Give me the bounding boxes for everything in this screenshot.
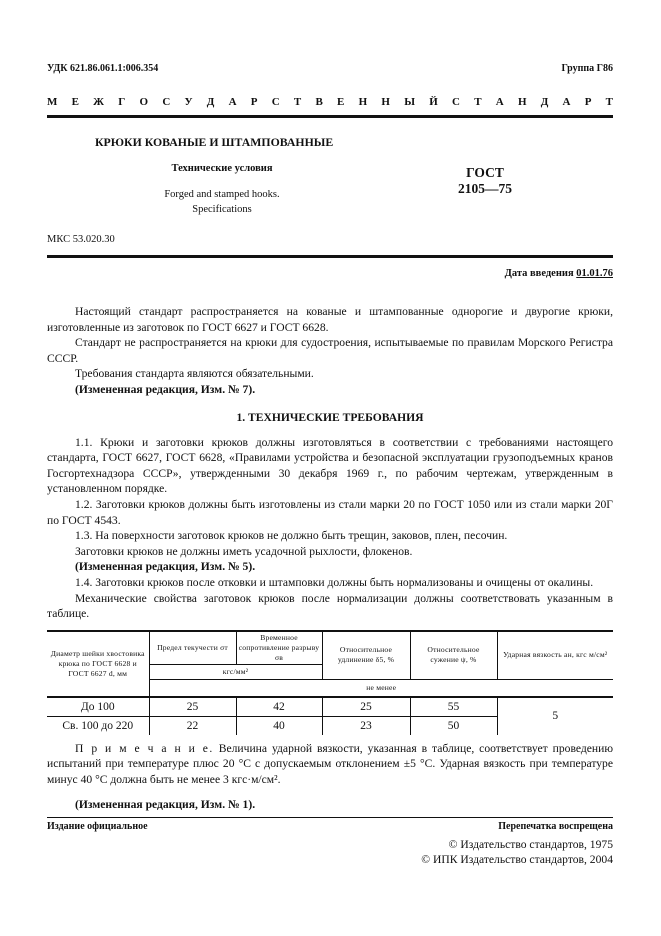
cell-elongation: 25 bbox=[322, 697, 410, 717]
cell-diameter: До 100 bbox=[47, 697, 149, 717]
cell-tensile: 40 bbox=[236, 716, 322, 735]
cell-tensile: 42 bbox=[236, 697, 322, 717]
cell-reduction: 55 bbox=[410, 697, 497, 717]
cell-yield: 25 bbox=[149, 697, 236, 717]
amendment-note: (Измененная редакция, Изм. № 5). bbox=[75, 560, 256, 574]
english-title-1: Forged and stamped hooks. bbox=[164, 189, 280, 200]
date-value: 01.01.76 bbox=[576, 268, 613, 279]
document-title: КРЮКИ КОВАНЫЕ И ШТАМПОВАННЫЕ bbox=[95, 135, 334, 149]
cell-diameter: Св. 100 до 220 bbox=[47, 716, 149, 735]
footer-row bbox=[47, 820, 613, 833]
unit-label: кгс/мм² bbox=[149, 664, 322, 679]
intro-paragraph: Настоящий стандарт распространяется на кованые и штампованные однорогие и двурогие крюки, изготовленные из заготовок по ГОСТ 6627 и ГОСТ 6628. bbox=[47, 305, 613, 334]
header-impact: Ударная вязкость aн, кгс м/см² bbox=[497, 631, 613, 680]
header-elongation: Относительное удлинение δ5, % bbox=[322, 631, 410, 680]
mks-code: МКС 53.020.30 bbox=[47, 234, 115, 245]
document-body bbox=[47, 304, 613, 867]
document-footer bbox=[47, 817, 613, 867]
official-edition: Издание официальное bbox=[47, 821, 148, 833]
document-subtitle: Технические условия bbox=[171, 163, 273, 174]
note-text: Величина ударной вязкости, указанная в таблице, соответствует проведению испытаний при температуре плюс 20 °С с допускаемым отклонением ±5 °С. Ударная вязкость при температуре минус 40 °С должна быть не менее 3 кгс·м/см². bbox=[47, 741, 613, 786]
group-code: Группа Г86 bbox=[561, 63, 613, 74]
introduction-date bbox=[505, 268, 613, 279]
cell-yield: 22 bbox=[149, 716, 236, 735]
amendment-note: (Измененная редакция, Изм. № 1). bbox=[75, 798, 256, 812]
amendment-note-1 bbox=[47, 797, 613, 813]
section-heading: 1. ТЕХНИЧЕСКИЕ ТРЕБОВАНИЯ bbox=[236, 410, 424, 424]
min-label: не менее bbox=[149, 679, 613, 697]
clause-1-1: 1.1. Крюки и заготовки крюков должны изготовляться в соответствии с требованиями настоящего стандарта, ГОСТ 6627, ГОСТ 6628, «Правилами устройства и безопасной эксплуатации грузоподъемных кранов Госгортехнадзора СССР», утвержденными 30 декабря 1969 г., по рабочим чертежам, утвержденным в установленном порядке. bbox=[47, 435, 613, 496]
intro-paragraph: Требования стандарта являются обязательными. bbox=[75, 367, 314, 381]
intro-paragraph: Стандарт не распространяется на крюки для судостроения, испытываемые по правилам Морского Регистра СССР. bbox=[47, 336, 613, 365]
reprint-notice: Перепечатка воспрещена bbox=[498, 821, 613, 833]
title-rule bbox=[47, 255, 613, 258]
gost-number: 2105—75 bbox=[458, 181, 512, 196]
standard-banner: М Е Ж Г О С У Д А Р С Т В Е Н Н Ы Й С Т А Н Д А Р Т bbox=[47, 96, 613, 108]
intro-section bbox=[47, 304, 613, 398]
udk-code: УДК 621.86.061.1:006.354 bbox=[47, 63, 159, 74]
header-yield: Предел текучести σт bbox=[149, 631, 236, 665]
section-1-body bbox=[47, 435, 613, 622]
clause-1-3-continued: Заготовки крюков не должны иметь усадочной рыхлости, флокенов. bbox=[75, 544, 413, 558]
amendment-note: (Измененная редакция, Изм. № 7). bbox=[75, 382, 256, 396]
header-tensile: Временное сопротивление разрыву σв bbox=[236, 631, 322, 665]
header-reduction: Относительное сужение ψ, % bbox=[410, 631, 497, 680]
english-title-2: Specifications bbox=[192, 204, 252, 215]
table-note bbox=[47, 741, 613, 788]
table-header-row bbox=[47, 631, 613, 665]
header-diameter: Диаметр шейки хвостовика крюка по ГОСТ 6628 и ГОСТ 6627 d, мм bbox=[47, 631, 149, 697]
cell-impact: 5 bbox=[497, 697, 613, 735]
clause-1-4-continued: Механические свойства заготовок крюков после нормализации должны соответствовать указанным в таблице. bbox=[47, 591, 613, 621]
table-row bbox=[47, 697, 613, 717]
clause-1-3: 1.3. На поверхности заготовок крюков не должно быть трещин, заковов, плен, песочин. bbox=[75, 529, 508, 543]
banner-rule bbox=[47, 115, 613, 118]
clause-1-2: 1.2. Заготовки крюков должны быть изготовлены из стали марки 20 по ГОСТ 1050 или из стали марки 20Г по ГОСТ 4543. bbox=[47, 497, 613, 527]
mechanical-properties-table bbox=[47, 630, 613, 735]
cell-elongation: 23 bbox=[322, 716, 410, 735]
cell-reduction: 50 bbox=[410, 716, 497, 735]
date-label: Дата введения bbox=[504, 268, 574, 279]
copyright-2: © ИПК Издательство стандартов, 2004 bbox=[421, 853, 613, 867]
copyright-1: © Издательство стандартов, 1975 bbox=[448, 838, 613, 852]
note-label: П р и м е ч а н и е. bbox=[75, 741, 214, 755]
clause-1-4: 1.4. Заготовки крюков после отковки и штамповки должны быть нормализованы и очищены от окалины. bbox=[75, 575, 594, 589]
gost-label: ГОСТ bbox=[466, 165, 504, 180]
